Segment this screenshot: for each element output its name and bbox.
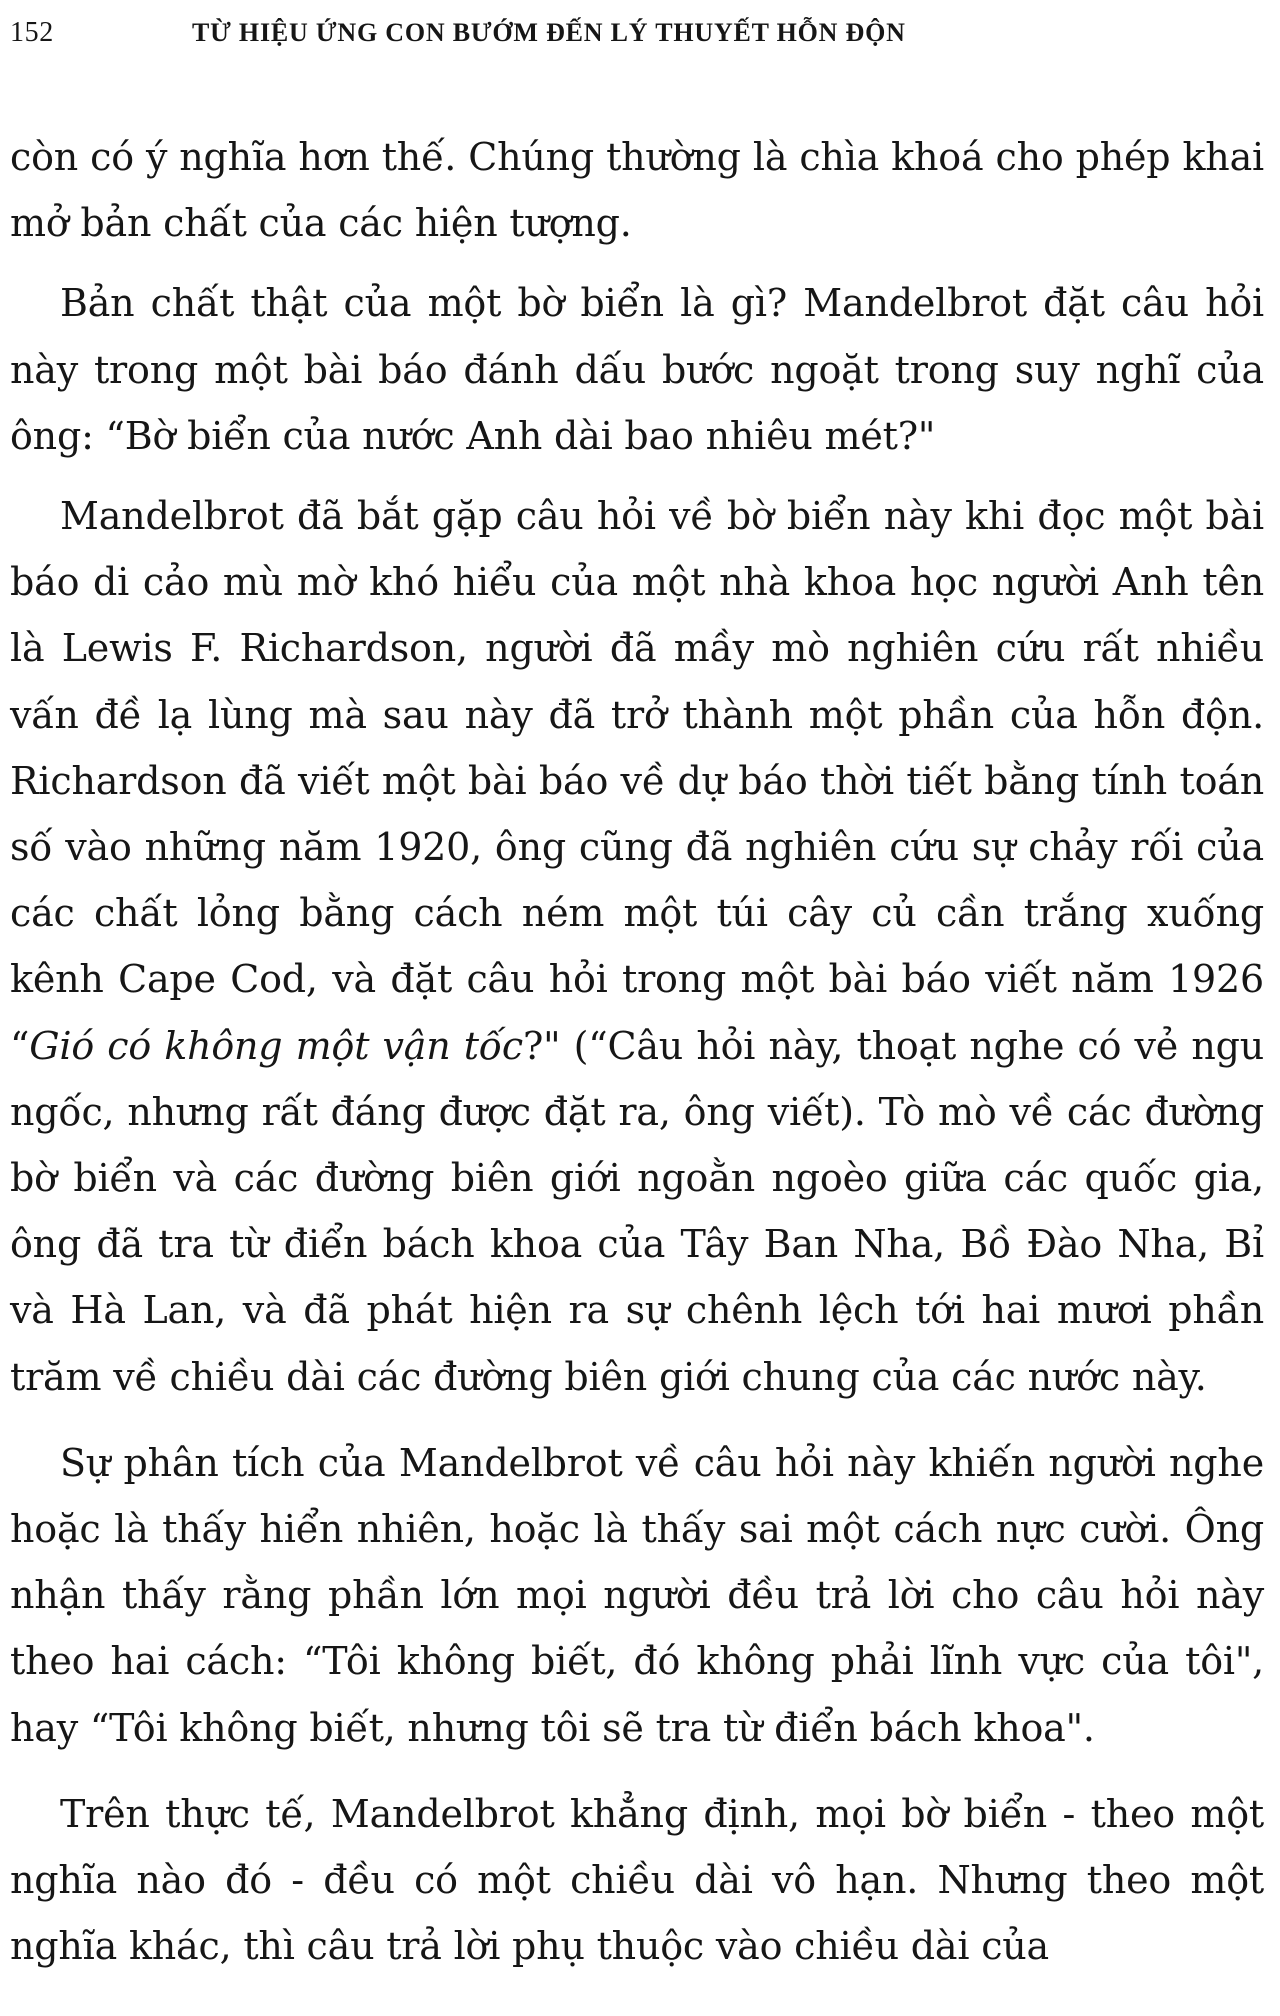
paragraph-3-italic-title: Gió có không một vận tốc	[29, 1023, 523, 1068]
page-number: 152	[10, 17, 54, 48]
body-text	[10, 124, 1264, 1979]
paragraph-2-text: Bản chất thật của một bờ biển là gì? Mandelbrot đặt câu hỏi này trong một bài báo đánh dấu bước ngoặt trong suy nghĩ của ông: “Bờ biển của nước Anh dài bao nhiêu mét?"	[10, 281, 1264, 458]
paragraph-5-text: Trên thực tế, Mandelbrot khẳng định, mọi bờ biển - theo một nghĩa nào đó - đều có một chiều dài vô hạn. Nhưng theo một nghĩa khác, thì câu trả lời phụ thuộc vào chiều dài của	[10, 1791, 1264, 1969]
paragraph-3-text-after: ?" (“Câu hỏi này, thoạt nghe có vẻ ngu ngốc, nhưng rất đáng được đặt ra, ông viết). Tò mò về các đường bờ biển và các đường biên giới ngoằn ngoèo giữa các quốc gia, ông đã tra từ điển bách khoa của Tây Ban Nha, Bồ Đào Nha, Bỉ và Hà Lan, và đã phát hiện ra sự chênh lệch tới hai mươi phần trăm về chiều dài các đường biên giới chung của các nước này.	[10, 1023, 1264, 1399]
paragraph-4	[10, 1430, 1264, 1761]
paragraph-3-text-before: Mandelbrot đã bắt gặp câu hỏi về bờ biển này khi đọc một bài báo di cảo mù mờ khó hiểu của một nhà khoa học người Anh tên là Lewis F. Richardson, người đã mầy mò nghiên cứu rất nhiều vấn đề lạ lùng mà sau này đã trở thành một phần của hỗn độn. Richardson đã viết một bài báo về dự báo thời tiết bằng tính toán số vào những năm 1920, ông cũng đã nghiên cứu sự chảy rối của các chất lỏng bằng cách ném một túi cây củ cần trắng xuống kênh Cape Cod, và đặt câu hỏi trong một bài báo viết năm 1926 “	[10, 494, 1264, 1068]
paragraph-3	[10, 483, 1264, 1410]
paragraph-1-text: còn có ý nghĩa hơn thế. Chúng thường là chìa khoá cho phép khai mở bản chất của các hiện tượng.	[10, 135, 1264, 246]
running-header	[10, 0, 1264, 66]
paragraph-5	[10, 1781, 1264, 1980]
running-title: TỪ HIỆU ỨNG CON BƯỚM ĐẾN LÝ THUYẾT HỖN ĐỘN	[192, 18, 906, 47]
paragraph-2	[10, 270, 1264, 469]
paragraph-4-text: Sự phân tích của Mandelbrot về câu hỏi này khiến người nghe hoặc là thấy hiển nhiên, hoặc là thấy sai một cách nực cười. Ông nhận thấy rằng phần lớn mọi người đều trả lời cho câu hỏi này theo hai cách: “Tôi không biết, đó không phải lĩnh vực của tôi", hay “Tôi không biết, nhưng tôi sẽ tra từ điển bách khoa".	[10, 1440, 1264, 1750]
paragraph-1	[10, 124, 1264, 256]
